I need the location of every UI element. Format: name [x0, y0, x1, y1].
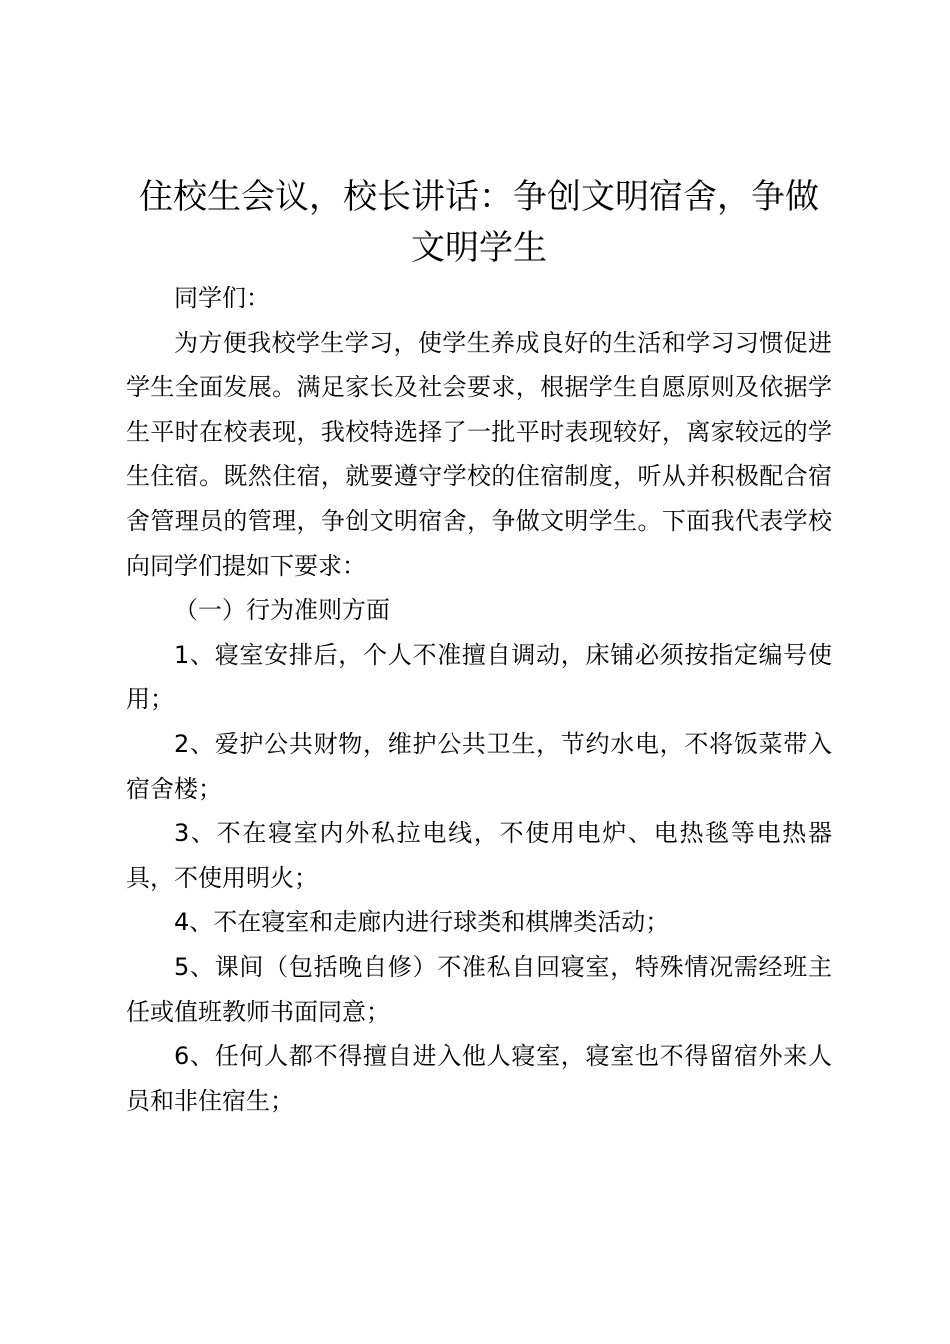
rule-item: 4、不在寝室和走廊内进行球类和棋牌类活动；	[174, 908, 670, 937]
salutation: 同学们：	[174, 284, 270, 312]
rule-item: 1、寝室安排后，个人不准擅自调动，床铺必须按指定编号使用；	[126, 640, 832, 714]
section-heading: （一）行为准则方面	[174, 596, 390, 625]
rule-item: 6、任何人都不得擅自进入他人寝室，寝室也不得留宿外来人员和非住宿生；	[126, 1042, 832, 1115]
rule-item: 2、爱护公共财物，维护公共卫生，节约水电，不将饭菜带入宿舍楼；	[126, 729, 832, 803]
intro-paragraph: 为方便我校学生学习，使学生养成良好的生活和学习习惯促进学生全面发展。满足家长及社会要求，根据学生自愿原则及依据学生平时在校表现，我校特选择了一批平时表现较好，离家较远的学生住宿。既然住宿，就要遵守学校的住宿制度，听从并积极配合宿舍管理员的管理，争创文明宿舍，争做文明学生。下面我代表学校向同学们提如下要求：	[126, 328, 832, 580]
rule-item: 5、课间（包括晚自修）不准私自回寝室，特殊情况需经班主任或值班教师书面同意；	[126, 952, 832, 1026]
document-title: 住校生会议，校长讲话：争创文明宿舍，争做文明学生	[139, 177, 819, 268]
rule-item: 3、不在寝室内外私拉电线，不使用电炉、电热毯等电热器具，不使用明火；	[126, 819, 832, 892]
document-body	[126, 276, 832, 1123]
